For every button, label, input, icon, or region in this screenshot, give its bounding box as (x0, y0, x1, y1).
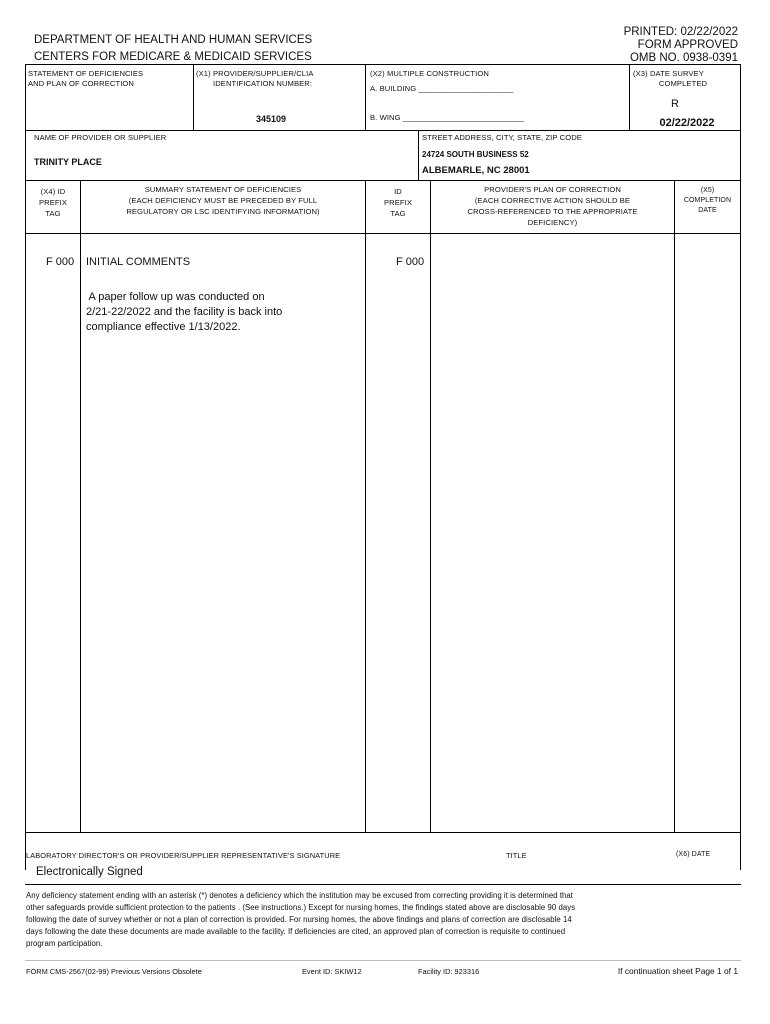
x5-label-3: DATE (698, 207, 717, 214)
divider-x2 (365, 64, 366, 130)
deficiency-text-1: A paper follow up was conducted on (86, 291, 265, 303)
disclaimer-line-1: Any deficiency statement ending with an asterisk (*) denotes a deficiency which the institution may be excused from correcting providing it is determined that (26, 891, 574, 900)
form-approved: FORM APPROVED (637, 39, 738, 51)
date-label: (X6) DATE (676, 851, 711, 858)
footer-line (25, 960, 741, 961)
box-right-line (740, 64, 741, 870)
id-label-3: TAG (390, 209, 406, 218)
x1-label-1: (X1) PROVIDER/SUPPLIER/CLIA (196, 69, 314, 78)
disclaimer-line-4: days following the date these documents are made available to the facility. If deficiencies are cited, an approved plan of correction is requisite to continued (26, 927, 566, 936)
box-left-line (25, 64, 26, 870)
statement-label-2: AND PLAN OF CORRECTION (28, 79, 134, 88)
id-label-2: PREFIX (383, 198, 413, 207)
provider-name-label: NAME OF PROVIDER OR SUPPLIER (34, 133, 167, 142)
x3-label-1: (X3) DATE SURVEY (633, 69, 704, 78)
form-number: FORM CMS-2567(02-99) Previous Versions Obsolete (26, 967, 202, 976)
header-bottom-line (25, 233, 741, 234)
row2-bottom-line (25, 180, 741, 181)
signature-bottom-line (25, 884, 741, 885)
disclaimer-line-2: other safeguards provide sufficient protection to the patients . (See instructions.) Except for nursing homes, the findings stated above are disclosable 90 days (26, 903, 576, 912)
x4-label-1: (X4) ID (40, 187, 66, 196)
x2-label: (X2) MULTIPLE CONSTRUCTION (370, 69, 489, 78)
summary-label-2: (EACH DEFICIENCY MUST BE PRECEDED BY FULL (128, 196, 318, 205)
col-divider-id (430, 180, 431, 832)
x4-label-3: TAG (45, 209, 61, 218)
plan-label-4: DEFICIENCY) (527, 218, 578, 227)
department-line-2: CENTERS FOR MEDICARE & MEDICAID SERVICES (34, 51, 312, 63)
plan-label-1: PROVIDER'S PLAN OF CORRECTION (484, 185, 621, 194)
summary-label-3: REGULATORY OR LSC IDENTIFYING INFORMATION) (126, 207, 320, 216)
address-line-1: 24724 SOUTH BUSINESS 52 (422, 150, 529, 159)
building-label: A. BUILDING ______________________ (370, 84, 514, 93)
event-id: Event ID: SKIW12 (302, 967, 362, 976)
signature-label: LABORATORY DIRECTOR'S OR PROVIDER/SUPPLIER REPRESENTATIVE'S SIGNATURE (26, 851, 341, 860)
x5-label-1: (X5) (700, 187, 715, 194)
address-label: STREET ADDRESS, CITY, STATE, ZIP CODE (422, 133, 582, 142)
deficiency-text-3: compliance effective 1/13/2022. (86, 321, 241, 333)
divider-address (418, 130, 419, 180)
deficiency-text-2: 2/21-22/2022 and the facility is back into (86, 306, 283, 318)
deficiency-tag-left: F 000 (46, 256, 75, 268)
statement-label-1: STATEMENT OF DEFICIENCIES (28, 69, 144, 78)
provider-id-number: 345109 (256, 114, 287, 124)
title-label: TITLE (506, 851, 527, 860)
disclaimer-line-5: program participation. (26, 939, 103, 948)
plan-label-2: (EACH CORRECTIVE ACTION SHOULD BE (474, 196, 631, 205)
survey-completed-date: 02/22/2022 (659, 117, 715, 129)
printed-date: PRINTED: 02/22/2022 (623, 26, 738, 38)
body-bottom-line (25, 832, 741, 833)
deficiency-tag-right: F 000 (396, 256, 425, 268)
deficiency-heading: INITIAL COMMENTS (86, 256, 191, 268)
id-label-1: ID (394, 187, 402, 196)
summary-label-1: SUMMARY STATEMENT OF DEFICIENCIES (144, 185, 302, 194)
divider-x1 (193, 64, 194, 130)
col-divider-summary (365, 180, 366, 832)
row1-bottom-line (25, 130, 741, 131)
x4-label-2: PREFIX (38, 198, 68, 207)
omb-number: OMB NO. 0938-0391 (629, 52, 738, 64)
page-number: If continuation sheet Page 1 of 1 (617, 966, 738, 976)
disclaimer-line-3: following the date of survey whether or not a plan of correction is provided. For nursing homes, the above findings and plans of correction are disclosable 14 (26, 915, 572, 924)
x3-label-2: COMPLETED (658, 79, 708, 88)
provider-name: TRINITY PLACE (34, 157, 102, 167)
col-divider-tag (80, 180, 81, 832)
electronically-signed: Electronically Signed (36, 866, 143, 878)
facility-id: Facility ID: 923316 (418, 967, 480, 976)
wing-label: B. WING ____________________________ (370, 113, 524, 122)
survey-code: R (671, 98, 679, 110)
department-line-1: DEPARTMENT OF HEALTH AND HUMAN SERVICES (34, 34, 313, 46)
x1-label-2: IDENTIFICATION NUMBER: (213, 79, 313, 88)
box-top-line (25, 64, 741, 65)
col-divider-plan (674, 180, 675, 832)
plan-label-3: CROSS-REFERENCED TO THE APPROPRIATE (467, 207, 638, 216)
address-line-2: ALBEMARLE, NC 28001 (422, 165, 530, 176)
x5-label-2: COMPLETION (683, 197, 732, 204)
